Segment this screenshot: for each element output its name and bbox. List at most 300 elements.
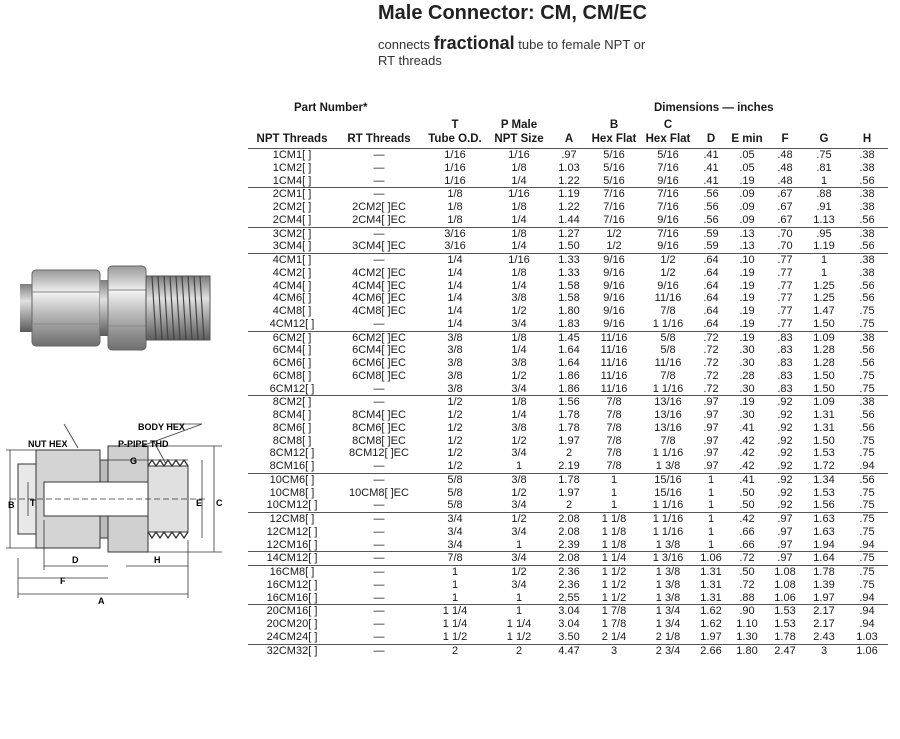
table-cell: .75 xyxy=(859,525,875,538)
table-cell: 3.04 xyxy=(558,618,580,630)
table-cell: 9/16 xyxy=(603,266,625,279)
table-cell: 1.08 xyxy=(774,578,796,591)
table-cell: 1/4 xyxy=(447,279,463,292)
table-cell: 1 xyxy=(696,513,726,526)
table-cell: .48 xyxy=(777,174,793,187)
table-cell: 7/16 xyxy=(603,201,625,213)
column-header-line-1: T xyxy=(451,119,459,131)
table-cell: 1.06 xyxy=(846,644,888,657)
label-c: C xyxy=(216,498,223,508)
page-title: Male Connector: CM, CM/EC xyxy=(378,2,647,24)
table-cell: 1.53 xyxy=(774,618,796,630)
table-cell: 1 xyxy=(451,591,459,604)
table-cell: .92 xyxy=(777,421,793,434)
table-cell: 1.06 xyxy=(696,552,726,566)
table-cell: .42 xyxy=(739,460,755,472)
table-cell: .50 xyxy=(739,499,755,512)
table-cell: 8CM6[ ] xyxy=(272,421,312,434)
table-row xyxy=(248,344,888,357)
table-cell: 12CM12[ ] xyxy=(266,525,318,538)
table-cell: 4CM2[ ]EC xyxy=(352,266,406,279)
table-cell: .97 xyxy=(703,409,719,421)
table-cell: — xyxy=(373,618,385,630)
column-header-line-2: E min xyxy=(731,133,763,145)
table-row xyxy=(248,605,888,618)
table-cell: .42 xyxy=(739,447,755,460)
table-row xyxy=(248,214,888,227)
table-cell: .94 xyxy=(859,618,875,630)
table-cell: 12CM16[ ] xyxy=(266,538,318,551)
table-cell: 1/2 xyxy=(422,396,488,409)
table-cell: 1 3/16 xyxy=(640,552,696,566)
table-row xyxy=(248,487,888,500)
table-cell: 3CM4[ ] xyxy=(272,240,312,253)
dimensions-header: Dimensions — inches xyxy=(654,102,774,114)
table-cell: 3/16 xyxy=(422,227,488,240)
table-cell: 1.97 xyxy=(558,434,580,447)
table-cell: 3/8 xyxy=(447,357,463,369)
table-row xyxy=(248,618,888,631)
table-cell: 1 xyxy=(451,578,459,591)
table-cell: 1/2 xyxy=(588,227,640,240)
table-row xyxy=(248,631,888,644)
table-cell: 1.19 xyxy=(550,188,588,201)
table-cell: 7/16 xyxy=(640,227,696,240)
table-cell: .75 xyxy=(859,447,875,460)
table-cell: 1 xyxy=(515,538,523,551)
table-row xyxy=(248,460,888,473)
table-cell: 11/16 xyxy=(600,382,628,395)
table-cell: 3/4 xyxy=(447,538,463,551)
table-cell: .42 xyxy=(739,434,755,447)
table-cell: 1 1/4 xyxy=(422,605,488,618)
table-cell: 3/16 xyxy=(444,240,466,253)
table-cell: .64 xyxy=(703,266,719,279)
column-header-line-1 xyxy=(336,118,422,132)
table-cell: 1.53 xyxy=(813,447,835,460)
column-header-line-2: Hex Flat xyxy=(591,133,637,145)
table-cell: 1 xyxy=(707,525,715,538)
table-cell: 1/2 xyxy=(447,460,463,472)
table-cell: 1/2 xyxy=(447,421,463,434)
table-cell: 10CM8[ ]EC xyxy=(349,486,409,499)
table-cell: 1 3/4 xyxy=(640,605,696,618)
table-row xyxy=(248,292,888,305)
table-cell: 1 1/16 xyxy=(652,447,684,460)
table-cell: .38 xyxy=(859,161,875,174)
table-cell: — xyxy=(373,630,385,643)
table-cell: 1/2 xyxy=(511,369,527,382)
table-cell: 4CM2[ ] xyxy=(272,266,312,279)
table-cell: .92 xyxy=(777,460,793,472)
table-cell: 5/8 xyxy=(422,473,488,486)
table-row xyxy=(248,552,888,566)
table-cell: 1/2 xyxy=(606,240,622,253)
table-cell: 1 3/8 xyxy=(640,566,696,579)
table-cell: .64 xyxy=(703,292,719,305)
table-cell: 32CM32[ ] xyxy=(248,644,336,657)
table-cell: .56 xyxy=(703,213,719,226)
label-nut-hex: NUT HEX xyxy=(28,439,68,449)
table-cell: 8CM4[ ]EC xyxy=(352,409,406,421)
table-cell: .97 xyxy=(696,396,726,409)
table-cell: 1.72 xyxy=(813,460,835,472)
column-header xyxy=(488,118,550,146)
table-cell: .92 xyxy=(777,486,793,499)
table-cell: 1/16 xyxy=(488,149,550,162)
table-cell: 1.25 xyxy=(813,279,835,292)
table-cell: .64 xyxy=(703,317,719,330)
table-cell: 2.66 xyxy=(696,644,726,657)
column-header-line-1 xyxy=(248,118,336,132)
table-cell: .56 xyxy=(696,188,726,201)
table-cell: 7/16 xyxy=(640,188,696,201)
table-cell: .38 xyxy=(846,331,888,344)
table-cell: 6CM4[ ] xyxy=(272,344,312,357)
table-cell: .72 xyxy=(739,578,755,591)
table-row xyxy=(248,579,888,592)
table-cell: 1/2 xyxy=(640,254,696,267)
table-cell: 1/4 xyxy=(447,305,463,317)
table-cell: 1 xyxy=(820,266,828,279)
table-cell: 1.63 xyxy=(802,513,846,526)
table-cell: .92 xyxy=(777,499,793,512)
table-cell: 1 7/8 xyxy=(601,618,627,630)
table-row xyxy=(248,331,888,344)
table-cell: 1.97 xyxy=(813,591,835,604)
table-cell: 7/8 xyxy=(660,434,676,447)
table-cell: — xyxy=(373,538,385,551)
table-cell: .19 xyxy=(726,331,768,344)
table-cell: 1.50 xyxy=(558,240,580,253)
table-row xyxy=(248,539,888,552)
table-cell: 1 xyxy=(515,591,523,604)
table-cell: 1/8 xyxy=(511,266,527,279)
table-row xyxy=(248,644,888,657)
table-cell: 1 xyxy=(515,460,523,472)
table-cell: — xyxy=(373,578,385,591)
table-row xyxy=(248,513,888,526)
table-cell: 1/8 xyxy=(511,161,527,174)
table-cell: .41 xyxy=(703,161,719,174)
table-cell: .97 xyxy=(703,434,719,447)
table-row xyxy=(248,383,888,396)
table-cell: 1 1/2 xyxy=(506,630,532,643)
table-cell: 2.36 xyxy=(550,566,588,579)
table-cell: 1 xyxy=(696,473,726,486)
table-cell: 1.03 xyxy=(558,161,580,174)
table-cell: .94 xyxy=(859,460,875,472)
label-t: T xyxy=(30,498,36,508)
table-cell: 1CM4[ ] xyxy=(272,174,312,187)
table-cell: 1/4 xyxy=(511,213,527,226)
table-cell: 1/4 xyxy=(447,266,463,279)
table-cell: 1/2 xyxy=(447,434,463,447)
table-cell: 2 1/4 xyxy=(601,630,627,643)
table-cell: 1 1/16 xyxy=(652,317,684,330)
table-row xyxy=(248,409,888,422)
table-cell: 6CM8[ ]EC xyxy=(352,369,406,382)
table-cell: 8CM12[ ] xyxy=(269,447,315,460)
table-cell: 11/16 xyxy=(600,344,628,357)
table-cell: 3/4 xyxy=(422,513,488,526)
table-cell: 1.22 xyxy=(558,174,580,187)
table-cell: .92 xyxy=(777,409,793,421)
table-cell: .94 xyxy=(846,605,888,618)
table-cell: 7/8 xyxy=(606,409,622,421)
table-cell: 3/8 xyxy=(422,331,488,344)
table-cell: .70 xyxy=(768,227,802,240)
table-cell: .64 xyxy=(696,254,726,267)
table-cell: .81 xyxy=(816,161,832,174)
table-cell: .75 xyxy=(859,317,875,330)
table-cell: .59 xyxy=(696,227,726,240)
table-row xyxy=(248,592,888,605)
table-cell: 5/8 xyxy=(447,486,463,499)
table-cell: 2CM4[ ]EC xyxy=(352,213,406,226)
table-cell: 1/4 xyxy=(447,317,463,330)
table-cell: 2 xyxy=(565,447,573,460)
table-cell: .72 xyxy=(703,344,719,357)
table-cell: .38 xyxy=(846,254,888,267)
table-cell: 1/2 xyxy=(447,409,463,421)
table-cell: .41 xyxy=(726,473,768,486)
table-cell: .19 xyxy=(739,305,755,317)
table-cell: .88 xyxy=(739,591,755,604)
table-cell: .75 xyxy=(859,499,875,512)
table-row xyxy=(248,227,888,240)
table-row xyxy=(248,473,888,486)
table-cell: 1.44 xyxy=(558,213,580,226)
table-cell: 5/16 xyxy=(603,174,625,187)
table-cell: .77 xyxy=(777,292,793,305)
subtitle-pre: connects xyxy=(378,37,434,52)
table-cell: 3/8 xyxy=(447,369,463,382)
table-cell: 2.17 xyxy=(813,618,835,630)
table-cell: 4CM8[ ] xyxy=(272,305,312,317)
column-header-line-2: RT Threads xyxy=(347,133,411,145)
part-number-header: Part Number* xyxy=(294,102,368,114)
table-cell: 1/2 xyxy=(447,447,463,460)
table-cell: 5/8 xyxy=(447,499,463,512)
table-cell: .94 xyxy=(859,538,875,551)
table-row xyxy=(248,267,888,280)
table-cell: 2CM1[ ] xyxy=(248,188,336,201)
table-cell: 1.86 xyxy=(558,382,580,395)
table-cell: 1.94 xyxy=(813,538,835,551)
table-cell: 5/8 xyxy=(660,344,676,357)
table-cell: 1.06 xyxy=(774,591,796,604)
table-cell: 3/8 xyxy=(511,357,527,369)
table-cell: 4CM8[ ]EC xyxy=(352,305,406,317)
table-cell: 1 1/8 xyxy=(601,525,627,538)
table-cell: 2.19 xyxy=(558,460,580,472)
table-cell: .67 xyxy=(777,201,793,213)
table-cell: .56 xyxy=(859,344,875,357)
table-cell: 1/2 xyxy=(660,266,676,279)
table-cell: .19 xyxy=(739,292,755,305)
table-row xyxy=(248,447,888,460)
table-cell: 1.58 xyxy=(558,292,580,305)
table-cell: 12CM8[ ] xyxy=(248,513,336,526)
table-cell: 1.56 xyxy=(550,396,588,409)
table-cell: 3.04 xyxy=(550,605,588,618)
table-cell: 7/16 xyxy=(588,188,640,201)
table-cell: — xyxy=(373,525,385,538)
connector-photo xyxy=(18,262,214,354)
table-cell: 1CM2[ ] xyxy=(272,161,312,174)
table-cell: 6CM6[ ]EC xyxy=(352,357,406,369)
table-cell: — xyxy=(336,566,422,579)
table-row xyxy=(248,201,888,214)
table-cell: 1CM1[ ] xyxy=(248,149,336,162)
table-cell: .90 xyxy=(726,605,768,618)
table-cell: .97 xyxy=(703,460,719,472)
table-cell: 7/16 xyxy=(657,201,679,213)
table-cell: .56 xyxy=(859,409,875,421)
table-cell: 3/8 xyxy=(447,344,463,357)
column-header xyxy=(726,118,768,146)
table-cell: 6CM4[ ]EC xyxy=(352,344,406,357)
table-cell: .92 xyxy=(768,473,802,486)
table-cell: 7/8 xyxy=(606,434,622,447)
table-cell: 13/16 xyxy=(654,421,682,434)
table-cell: — xyxy=(336,605,422,618)
table-cell: 1 7/8 xyxy=(588,605,640,618)
table-cell: 1 1/4 xyxy=(442,618,468,630)
label-h: H xyxy=(154,555,161,565)
table-cell: 3CM2[ ] xyxy=(248,227,336,240)
table-cell: .64 xyxy=(703,279,719,292)
table-cell: 2.08 xyxy=(550,513,588,526)
table-cell: — xyxy=(336,149,422,162)
table-cell: .97 xyxy=(768,513,802,526)
table-cell: 1 xyxy=(802,254,846,267)
table-cell: 1/2 xyxy=(488,513,550,526)
table-cell: 1/16 xyxy=(444,174,466,187)
label-body-hex: BODY HEX xyxy=(138,422,185,432)
table-cell: .19 xyxy=(739,279,755,292)
table-cell: 1.47 xyxy=(813,305,835,317)
table-cell: 1.62 xyxy=(696,605,726,618)
table-cell: 8CM12[ ]EC xyxy=(349,447,409,460)
table-cell: .77 xyxy=(777,305,793,317)
table-cell: .75 xyxy=(846,513,888,526)
table-cell: 1/4 xyxy=(511,240,527,253)
table-cell: 1.80 xyxy=(726,644,768,657)
column-header-line-1: P Male xyxy=(500,119,538,131)
table-cell: 1.83 xyxy=(558,317,580,330)
table-row xyxy=(248,280,888,293)
table-cell: 1.45 xyxy=(550,331,588,344)
table-cell: 5/16 xyxy=(640,149,696,162)
table-cell: 16CM16[ ] xyxy=(266,591,318,604)
table-cell: 1 xyxy=(707,486,715,499)
label-b: B xyxy=(8,500,15,510)
table-row xyxy=(248,162,888,175)
table-cell: 3.50 xyxy=(558,630,580,643)
table-cell: 1.97 xyxy=(700,630,722,643)
table-cell: 1.09 xyxy=(802,331,846,344)
table-cell: 4CM6[ ] xyxy=(272,292,312,305)
table-cell: .67 xyxy=(768,188,802,201)
column-header xyxy=(422,118,488,146)
table-cell: 1.27 xyxy=(550,227,588,240)
table-cell: 1.08 xyxy=(768,566,802,579)
subtitle xyxy=(378,33,645,54)
table-cell: .92 xyxy=(768,396,802,409)
table-cell: 2.08 xyxy=(550,552,588,566)
table-cell: — xyxy=(336,188,422,201)
column-header-line-2: Tube O.D. xyxy=(428,133,482,145)
table-cell: 2 xyxy=(488,644,550,657)
table-cell: 1/8 xyxy=(488,227,550,240)
table-row xyxy=(248,396,888,409)
table-cell: — xyxy=(373,161,385,174)
table-cell: 14CM12[ ] xyxy=(248,552,336,566)
column-header-line-1 xyxy=(550,118,588,132)
table-cell: .77 xyxy=(777,317,793,330)
table-cell: 3/4 xyxy=(511,382,527,395)
table-cell: 24CM24[ ] xyxy=(266,630,318,643)
table-cell: 1.30 xyxy=(736,630,758,643)
table-cell: .30 xyxy=(739,409,755,421)
table-cell: .92 xyxy=(777,447,793,460)
column-header xyxy=(802,118,846,146)
table-cell: 4.47 xyxy=(550,644,588,657)
table-cell: .75 xyxy=(859,486,875,499)
table-cell: 1 xyxy=(707,499,715,512)
table-cell: 1/4 xyxy=(511,174,527,187)
table-cell: 1 1/2 xyxy=(588,566,640,579)
table-cell: 7/8 xyxy=(606,421,622,434)
table-cell: 8CM16[ ] xyxy=(269,460,315,472)
table-cell: .56 xyxy=(859,357,875,369)
table-cell: 3 xyxy=(802,644,846,657)
table-cell: 5/8 xyxy=(640,331,696,344)
table-cell: 5/16 xyxy=(603,161,625,174)
table-cell: .56 xyxy=(859,292,875,305)
table-cell: 11/16 xyxy=(600,357,628,369)
column-header-line-1 xyxy=(802,118,846,132)
table-cell: .75 xyxy=(802,149,846,162)
table-cell: .19 xyxy=(739,266,755,279)
table-cell: 1.86 xyxy=(558,369,580,382)
table-cell: .41 xyxy=(739,421,755,434)
dimension-diagram xyxy=(6,420,238,606)
table-cell: 1 1/8 xyxy=(588,513,640,526)
table-row xyxy=(248,435,888,448)
table-cell: .83 xyxy=(768,331,802,344)
table-cell: 3/4 xyxy=(488,552,550,566)
table-cell: 10CM6[ ] xyxy=(248,473,336,486)
table-cell: 3/4 xyxy=(511,447,527,460)
table-cell: 9/16 xyxy=(588,254,640,267)
table-cell: 13/16 xyxy=(640,396,696,409)
table-cell: .09 xyxy=(739,213,755,226)
table-cell: 1 3/8 xyxy=(655,578,681,591)
column-header-line-1: C xyxy=(663,119,673,131)
table-cell: .97 xyxy=(703,421,719,434)
table-cell: .13 xyxy=(726,227,768,240)
table-cell: .56 xyxy=(846,473,888,486)
table-cell: 1.80 xyxy=(558,305,580,317)
table-cell: 1 xyxy=(488,605,550,618)
table-row xyxy=(248,526,888,539)
table-cell: 2CM2[ ] xyxy=(272,201,312,213)
table-cell: 1 1/16 xyxy=(652,499,684,512)
table-cell: .67 xyxy=(777,213,793,226)
